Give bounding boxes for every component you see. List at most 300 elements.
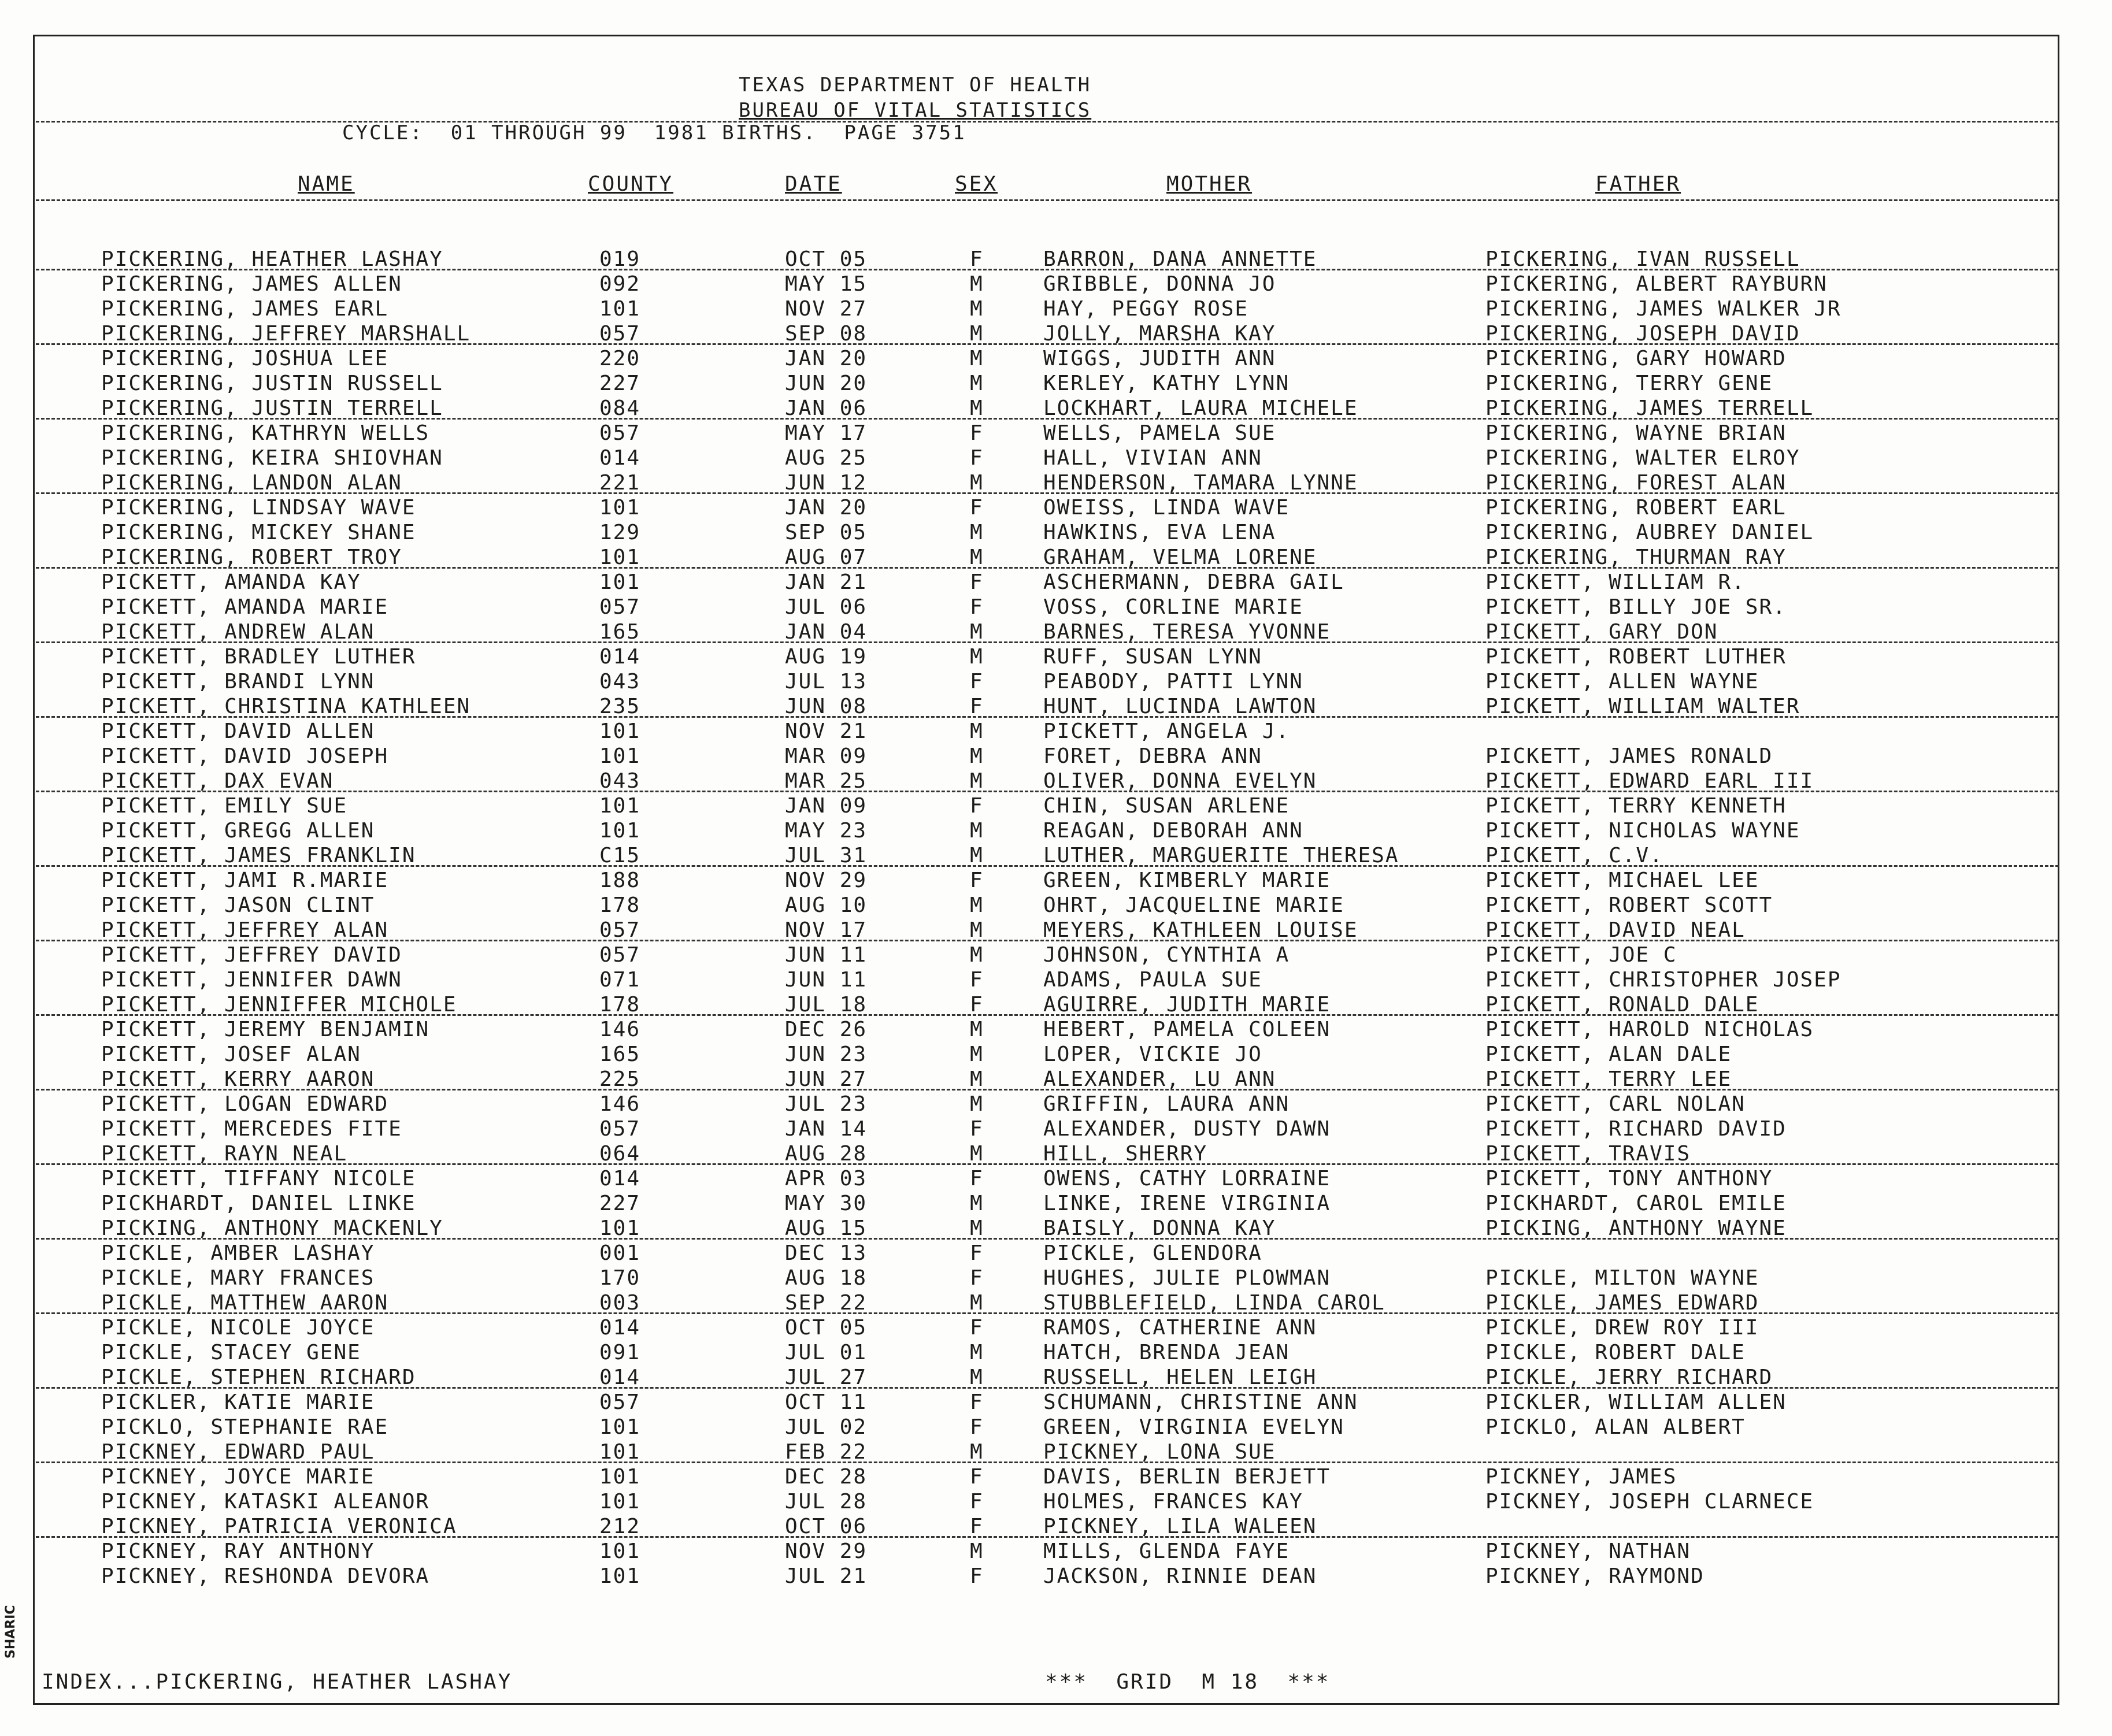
cell-county: 014: [599, 1167, 641, 1190]
cell-sex: M: [970, 1018, 984, 1041]
cell-name: PICKERING, JAMES EARL: [101, 297, 389, 321]
table-row: [0, 1017, 2112, 1042]
cell-mother: HILL, SHERRY: [1043, 1142, 1208, 1166]
cell-county: 057: [599, 918, 641, 942]
cell-father: PICKETT, TRAVIS: [1485, 1142, 1691, 1166]
cell-sex: M: [970, 893, 984, 917]
cell-date: JUL 13: [785, 670, 868, 693]
cell-father: PICKETT, RICHARD DAVID: [1485, 1117, 1787, 1141]
cell-father: PICKERING, WALTER ELROY: [1485, 446, 1800, 470]
table-row: [0, 793, 2112, 818]
cell-father: PICKHARDT, CAROL EMILE: [1485, 1192, 1787, 1215]
cell-father: PICKETT, MICHAEL LEE: [1485, 869, 1759, 892]
table-row: [0, 1365, 2112, 1390]
cell-county: 019: [599, 247, 641, 271]
cell-name: PICKETT, AMANDA MARIE: [101, 595, 389, 619]
cell-name: PICKETT, CHRISTINA KATHLEEN: [101, 695, 471, 718]
cell-county: 057: [599, 595, 641, 619]
cell-sex: M: [970, 769, 984, 793]
cell-name: PICKLE, STEPHEN RICHARD: [101, 1366, 416, 1389]
cell-name: PICKNEY, PATRICIA VERONICA: [101, 1515, 457, 1538]
cell-father: PICKNEY, JOSEPH CLARNECE: [1485, 1490, 1814, 1514]
table-row: [0, 1390, 2112, 1415]
cell-date: JUL 01: [785, 1341, 868, 1364]
cell-mother: HENDERSON, TAMARA LYNNE: [1043, 471, 1358, 495]
cell-sex: M: [970, 1092, 984, 1116]
cell-mother: GREEN, VIRGINIA EVELYN: [1043, 1415, 1344, 1439]
cell-date: FEB 22: [785, 1440, 868, 1464]
cell-mother: ALEXANDER, LU ANN: [1043, 1067, 1276, 1091]
cell-county: 170: [599, 1266, 641, 1290]
cell-sex: M: [970, 1216, 984, 1240]
cell-county: 101: [599, 546, 641, 569]
cell-mother: CHIN, SUSAN ARLENE: [1043, 794, 1290, 818]
table-row: [0, 1116, 2112, 1141]
cell-date: DEC 26: [785, 1018, 868, 1041]
cell-mother: LOPER, VICKIE JO: [1043, 1043, 1262, 1066]
cell-name: PICKETT, TIFFANY NICOLE: [101, 1167, 416, 1190]
cell-father: PICKERING, ROBERT EARL: [1485, 496, 1787, 520]
cell-father: PICKERING, TERRY GENE: [1485, 372, 1773, 395]
column-header-county: COUNTY: [588, 172, 674, 196]
cell-mother: DAVIS, BERLIN BERJETT: [1043, 1465, 1331, 1489]
cell-date: OCT 05: [785, 1316, 868, 1340]
cell-sex: M: [970, 719, 984, 743]
cell-father: PICKETT, ROBERT LUTHER: [1485, 645, 1787, 669]
cell-father: PICKLE, DREW ROY III: [1485, 1316, 1759, 1340]
cell-county: 212: [599, 1515, 641, 1538]
cell-county: 043: [599, 670, 641, 693]
table-row: [0, 1266, 2112, 1290]
cell-county: 101: [599, 297, 641, 321]
cell-father: PICKETT, DAVID NEAL: [1485, 918, 1746, 942]
cell-mother: ADAMS, PAULA SUE: [1043, 968, 1262, 992]
cell-name: PICKERING, MICKEY SHANE: [101, 521, 416, 544]
cell-name: PICKHARDT, DANIEL LINKE: [101, 1192, 416, 1215]
table-row: [0, 1092, 2112, 1116]
cell-father: PICKETT, EDWARD EARL III: [1485, 769, 1814, 793]
table-row: [0, 818, 2112, 843]
table-row: [0, 247, 2112, 272]
cell-county: 101: [599, 794, 641, 818]
cell-date: NOV 29: [785, 1540, 868, 1563]
cell-mother: AGUIRRE, JUDITH MARIE: [1043, 993, 1331, 1017]
column-header-date: DATE: [785, 172, 842, 196]
cell-mother: RUFF, SUSAN LYNN: [1043, 645, 1262, 669]
table-row: [0, 943, 2112, 967]
cell-sex: M: [970, 396, 984, 420]
cell-county: 227: [599, 1192, 641, 1215]
table-row: [0, 346, 2112, 371]
cell-county: 101: [599, 496, 641, 520]
cell-name: PICKETT, BRADLEY LUTHER: [101, 645, 416, 669]
cell-name: PICKETT, RAYN NEAL: [101, 1142, 348, 1166]
table-row: [0, 1564, 2112, 1589]
cell-name: PICKERING, JUSTIN RUSSELL: [101, 372, 443, 395]
cell-mother: ASCHERMANN, DEBRA GAIL: [1043, 570, 1344, 594]
cell-date: JUN 27: [785, 1067, 868, 1091]
cell-mother: BARNES, TERESA YVONNE: [1043, 620, 1331, 644]
cell-mother: JACKSON, RINNIE DEAN: [1043, 1564, 1317, 1588]
cell-sex: M: [970, 322, 984, 346]
cell-sex: F: [970, 595, 984, 619]
cell-county: 014: [599, 1316, 641, 1340]
cell-sex: F: [970, 1167, 984, 1190]
cell-mother: OHRT, JACQUELINE MARIE: [1043, 893, 1344, 917]
cell-county: 057: [599, 943, 641, 967]
cell-county: 129: [599, 521, 641, 544]
cell-sex: M: [970, 744, 984, 768]
cell-county: 146: [599, 1018, 641, 1041]
cell-sex: F: [970, 695, 984, 718]
cell-sex: M: [970, 521, 984, 544]
header-divider-bottom: [36, 199, 2059, 201]
cell-county: 101: [599, 1465, 641, 1489]
cell-date: JAN 14: [785, 1117, 868, 1141]
cell-county: 101: [599, 719, 641, 743]
cell-date: DEC 28: [785, 1465, 868, 1489]
cell-date: NOV 27: [785, 297, 868, 321]
cell-name: PICKLE, STACEY GENE: [101, 1341, 361, 1364]
cell-mother: PICKNEY, LILA WALEEN: [1043, 1515, 1317, 1538]
cell-name: PICKNEY, RESHONDA DEVORA: [101, 1564, 430, 1588]
cell-name: PICKERING, HEATHER LASHAY: [101, 247, 443, 271]
cell-name: PICKETT, AMANDA KAY: [101, 570, 361, 594]
cell-sex: M: [970, 943, 984, 967]
cell-date: JUL 31: [785, 844, 868, 867]
table-row: [0, 1514, 2112, 1539]
cell-mother: HAWKINS, EVA LENA: [1043, 521, 1276, 544]
header-cycle: CYCLE: 01 THROUGH 99 1981 BIRTHS. PAGE 3751: [342, 121, 966, 144]
cell-date: AUG 25: [785, 446, 868, 470]
cell-name: PICKING, ANTHONY MACKENLY: [101, 1216, 443, 1240]
table-row: [0, 769, 2112, 793]
cell-date: MAY 23: [785, 819, 868, 843]
cell-date: MAY 17: [785, 421, 868, 445]
cell-name: PICKETT, DAX EVAN: [101, 769, 334, 793]
cell-date: JUL 02: [785, 1415, 868, 1439]
cell-date: JUL 18: [785, 993, 868, 1017]
cell-father: PICKERING, GARY HOWARD: [1485, 347, 1787, 370]
table-row: [0, 421, 2112, 446]
cell-father: PICKLE, JERRY RICHARD: [1485, 1366, 1773, 1389]
cell-sex: M: [970, 1341, 984, 1364]
cell-date: DEC 13: [785, 1241, 868, 1265]
cell-date: JUL 21: [785, 1564, 868, 1588]
cell-sex: F: [970, 421, 984, 445]
table-row: [0, 1340, 2112, 1365]
cell-name: PICKETT, BRANDI LYNN: [101, 670, 375, 693]
cell-county: 101: [599, 1540, 641, 1563]
cell-county: 225: [599, 1067, 641, 1091]
cell-date: AUG 19: [785, 645, 868, 669]
birth-records-table: [0, 247, 2112, 1589]
column-header-mother: MOTHER: [1166, 172, 1253, 196]
table-row: [0, 669, 2112, 694]
cell-mother: RUSSELL, HELEN LEIGH: [1043, 1366, 1317, 1389]
cell-father: PICKERING, JAMES TERRELL: [1485, 396, 1814, 420]
cell-county: 091: [599, 1341, 641, 1364]
cell-sex: M: [970, 1366, 984, 1389]
cell-name: PICKERING, JAMES ALLEN: [101, 272, 402, 296]
cell-father: PICKING, ANTHONY WAYNE: [1485, 1216, 1787, 1240]
table-row: [0, 1489, 2112, 1514]
cell-name: PICKLE, AMBER LASHAY: [101, 1241, 375, 1265]
table-row: [0, 1241, 2112, 1266]
cell-father: PICKETT, RONALD DALE: [1485, 993, 1759, 1017]
cell-date: APR 03: [785, 1167, 868, 1190]
table-row: [0, 1067, 2112, 1092]
cell-county: 101: [599, 570, 641, 594]
table-row: [0, 620, 2112, 644]
cell-name: PICKETT, ANDREW ALAN: [101, 620, 375, 644]
table-row: [0, 1290, 2112, 1315]
cell-date: SEP 22: [785, 1291, 868, 1315]
cell-mother: JOHNSON, CYNTHIA A: [1043, 943, 1290, 967]
cell-father: PICKETT, CHRISTOPHER JOSEP: [1485, 968, 1841, 992]
table-row: [0, 396, 2112, 421]
cell-mother: HUGHES, JULIE PLOWMAN: [1043, 1266, 1331, 1290]
cell-father: PICKERING, JAMES WALKER JR: [1485, 297, 1841, 321]
cell-father: PICKLE, JAMES EDWARD: [1485, 1291, 1759, 1315]
cell-date: SEP 08: [785, 322, 868, 346]
cell-name: PICKLE, MARY FRANCES: [101, 1266, 375, 1290]
cell-date: AUG 18: [785, 1266, 868, 1290]
table-row: [0, 1464, 2112, 1489]
cell-sex: F: [970, 1316, 984, 1340]
cell-mother: PICKETT, ANGELA J.: [1043, 719, 1290, 743]
cell-sex: M: [970, 471, 984, 495]
cell-sex: F: [970, 1515, 984, 1538]
cell-sex: F: [970, 247, 984, 271]
cell-father: PICKETT, ROBERT SCOTT: [1485, 893, 1773, 917]
cell-date: JUN 11: [785, 943, 868, 967]
cell-father: PICKERING, ALBERT RAYBURN: [1485, 272, 1828, 296]
cell-name: PICKETT, JEREMY BENJAMIN: [101, 1018, 430, 1041]
cell-county: 003: [599, 1291, 641, 1315]
cell-county: 235: [599, 695, 641, 718]
cell-father: PICKETT, BILLY JOE SR.: [1485, 595, 1787, 619]
column-header-name: NAME: [298, 172, 355, 196]
cell-date: MAY 30: [785, 1192, 868, 1215]
cell-sex: M: [970, 620, 984, 644]
cell-sex: F: [970, 869, 984, 892]
cell-mother: RAMOS, CATHERINE ANN: [1043, 1316, 1317, 1340]
cell-date: JUN 20: [785, 372, 868, 395]
cell-date: MAR 25: [785, 769, 868, 793]
cell-county: 057: [599, 1390, 641, 1414]
cell-father: PICKNEY, RAYMOND: [1485, 1564, 1705, 1588]
cell-name: PICKETT, DAVID JOSEPH: [101, 744, 389, 768]
cell-date: OCT 06: [785, 1515, 868, 1538]
cell-mother: MEYERS, KATHLEEN LOUISE: [1043, 918, 1358, 942]
header-bureau: BUREAU OF VITAL STATISTICS: [739, 99, 1092, 122]
table-row: [0, 644, 2112, 669]
cell-county: 092: [599, 272, 641, 296]
cell-father: PICKETT, JOE C: [1485, 943, 1677, 967]
cell-name: PICKLE, NICOLE JOYCE: [101, 1316, 375, 1340]
table-row: [0, 371, 2112, 396]
cell-name: PICKERING, JUSTIN TERRELL: [101, 396, 443, 420]
cell-mother: HOLMES, FRANCES KAY: [1043, 1490, 1303, 1514]
table-row: [0, 918, 2112, 943]
cell-father: PICKERING, WAYNE BRIAN: [1485, 421, 1787, 445]
cell-name: PICKLER, KATIE MARIE: [101, 1390, 375, 1414]
cell-date: NOV 17: [785, 918, 868, 942]
cell-sex: F: [970, 993, 984, 1017]
cell-date: JAN 06: [785, 396, 868, 420]
cell-name: PICKETT, JAMES FRANKLIN: [101, 844, 416, 867]
cell-name: PICKERING, ROBERT TROY: [101, 546, 402, 569]
cell-sex: M: [970, 1440, 984, 1464]
cell-father: PICKLE, MILTON WAYNE: [1485, 1266, 1759, 1290]
cell-mother: BARRON, DANA ANNETTE: [1043, 247, 1317, 271]
cell-sex: M: [970, 1043, 984, 1066]
table-row: [0, 992, 2112, 1017]
cell-date: AUG 07: [785, 546, 868, 569]
cell-mother: REAGAN, DEBORAH ANN: [1043, 819, 1303, 843]
table-row: [0, 446, 2112, 470]
table-row: [0, 967, 2112, 992]
table-row: [0, 1166, 2112, 1191]
cell-father: PICKNEY, JAMES: [1485, 1465, 1677, 1489]
cell-sex: M: [970, 1142, 984, 1166]
cell-date: JUL 06: [785, 595, 868, 619]
cell-mother: PEABODY, PATTI LYNN: [1043, 670, 1303, 693]
cell-mother: HATCH, BRENDA JEAN: [1043, 1341, 1290, 1364]
table-row: [0, 296, 2112, 321]
cell-father: PICKETT, ALLEN WAYNE: [1485, 670, 1759, 693]
cell-date: JUN 23: [785, 1043, 868, 1066]
cell-sex: F: [970, 570, 984, 594]
cell-mother: WELLS, PAMELA SUE: [1043, 421, 1276, 445]
cell-father: PICKETT, C.V.: [1485, 844, 1663, 867]
cell-name: PICKERING, LANDON ALAN: [101, 471, 402, 495]
cell-sex: M: [970, 844, 984, 867]
cell-name: PICKERING, JEFFREY MARSHALL: [101, 322, 471, 346]
cell-county: 101: [599, 819, 641, 843]
cell-father: PICKLE, ROBERT DALE: [1485, 1341, 1746, 1364]
cell-name: PICKETT, JAMI R.MARIE: [101, 869, 389, 892]
cell-county: 043: [599, 769, 641, 793]
cell-father: PICKETT, TONY ANTHONY: [1485, 1167, 1773, 1190]
table-row: [0, 868, 2112, 893]
cell-sex: F: [970, 968, 984, 992]
cell-name: PICKERING, KEIRA SHIOVHAN: [101, 446, 443, 470]
cell-father: PICKERING, AUBREY DANIEL: [1485, 521, 1814, 544]
cell-sex: F: [970, 1390, 984, 1414]
cell-sex: M: [970, 819, 984, 843]
table-row: [0, 495, 2112, 520]
cell-father: PICKLO, ALAN ALBERT: [1485, 1415, 1746, 1439]
cell-father: PICKERING, IVAN RUSSELL: [1485, 247, 1800, 271]
cell-date: JUL 27: [785, 1366, 868, 1389]
table-row: [0, 1415, 2112, 1440]
table-row: [0, 1191, 2112, 1216]
cell-name: PICKNEY, RAY ANTHONY: [101, 1540, 375, 1563]
cell-date: JUL 23: [785, 1092, 868, 1116]
cell-date: JAN 04: [785, 620, 868, 644]
cell-father: PICKERING, JOSEPH DAVID: [1485, 322, 1800, 346]
cell-date: MAR 09: [785, 744, 868, 768]
cell-mother: LOCKHART, LAURA MICHELE: [1043, 396, 1358, 420]
cell-name: PICKETT, KERRY AARON: [101, 1067, 375, 1091]
cell-county: 101: [599, 1564, 641, 1588]
cell-father: PICKETT, GARY DON: [1485, 620, 1718, 644]
cell-name: PICKETT, GREGG ALLEN: [101, 819, 375, 843]
table-row: [0, 1216, 2112, 1241]
cell-name: PICKERING, KATHRYN WELLS: [101, 421, 430, 445]
cell-mother: OWENS, CATHY LORRAINE: [1043, 1167, 1331, 1190]
cell-sex: F: [970, 446, 984, 470]
table-row: [0, 744, 2112, 769]
cell-mother: WIGGS, JUDITH ANN: [1043, 347, 1276, 370]
cell-date: NOV 21: [785, 719, 868, 743]
cell-name: PICKETT, MERCEDES FITE: [101, 1117, 402, 1141]
cell-date: JAN 20: [785, 347, 868, 370]
cell-date: JUN 12: [785, 471, 868, 495]
cell-county: 057: [599, 322, 641, 346]
cell-county: 101: [599, 1440, 641, 1464]
cell-name: PICKETT, JENNIFFER MICHOLE: [101, 993, 457, 1017]
cell-father: PICKETT, WILLIAM WALTER: [1485, 695, 1800, 718]
cell-name: PICKETT, JEFFREY DAVID: [101, 943, 402, 967]
cell-county: 057: [599, 421, 641, 445]
cell-date: AUG 10: [785, 893, 868, 917]
cell-name: PICKNEY, JOYCE MARIE: [101, 1465, 375, 1489]
cell-name: PICKETT, DAVID ALLEN: [101, 719, 375, 743]
cell-father: PICKERING, FOREST ALAN: [1485, 471, 1787, 495]
cell-father: PICKNEY, NATHAN: [1485, 1540, 1691, 1563]
cell-name: PICKETT, EMILY SUE: [101, 794, 348, 818]
cell-date: SEP 05: [785, 521, 868, 544]
cell-county: 014: [599, 645, 641, 669]
cell-mother: OLIVER, DONNA EVELYN: [1043, 769, 1317, 793]
cell-county: 014: [599, 446, 641, 470]
cell-county: 101: [599, 1216, 641, 1240]
table-row: [0, 470, 2112, 495]
cell-mother: GRIFFIN, LAURA ANN: [1043, 1092, 1290, 1116]
cell-father: PICKLER, WILLIAM ALLEN: [1485, 1390, 1787, 1414]
cell-county: C15: [599, 844, 641, 867]
cell-name: PICKLE, MATTHEW AARON: [101, 1291, 389, 1315]
cell-mother: BAISLY, DONNA KAY: [1043, 1216, 1276, 1240]
cell-father: PICKETT, ALAN DALE: [1485, 1043, 1732, 1066]
cell-sex: M: [970, 546, 984, 569]
cell-mother: HALL, VIVIAN ANN: [1043, 446, 1262, 470]
cell-county: 221: [599, 471, 641, 495]
cell-sex: F: [970, 1564, 984, 1588]
cell-date: JUN 08: [785, 695, 868, 718]
table-row: [0, 1141, 2112, 1166]
cell-mother: LINKE, IRENE VIRGINIA: [1043, 1192, 1331, 1215]
cell-county: 014: [599, 1366, 641, 1389]
cell-father: PICKETT, WILLIAM R.: [1485, 570, 1746, 594]
cell-mother: MILLS, GLENDA FAYE: [1043, 1540, 1290, 1563]
cell-name: PICKERING, LINDSAY WAVE: [101, 496, 416, 520]
cell-father: PICKETT, HAROLD NICHOLAS: [1485, 1018, 1814, 1041]
cell-sex: M: [970, 372, 984, 395]
cell-sex: F: [970, 1266, 984, 1290]
cell-name: PICKNEY, KATASKI ALEANOR: [101, 1490, 430, 1514]
cell-sex: M: [970, 272, 984, 296]
cell-father: PICKETT, NICHOLAS WAYNE: [1485, 819, 1800, 843]
table-row: [0, 1539, 2112, 1564]
cell-county: 001: [599, 1241, 641, 1265]
cell-sex: F: [970, 1241, 984, 1265]
cell-sex: F: [970, 1490, 984, 1514]
table-row: [0, 272, 2112, 296]
